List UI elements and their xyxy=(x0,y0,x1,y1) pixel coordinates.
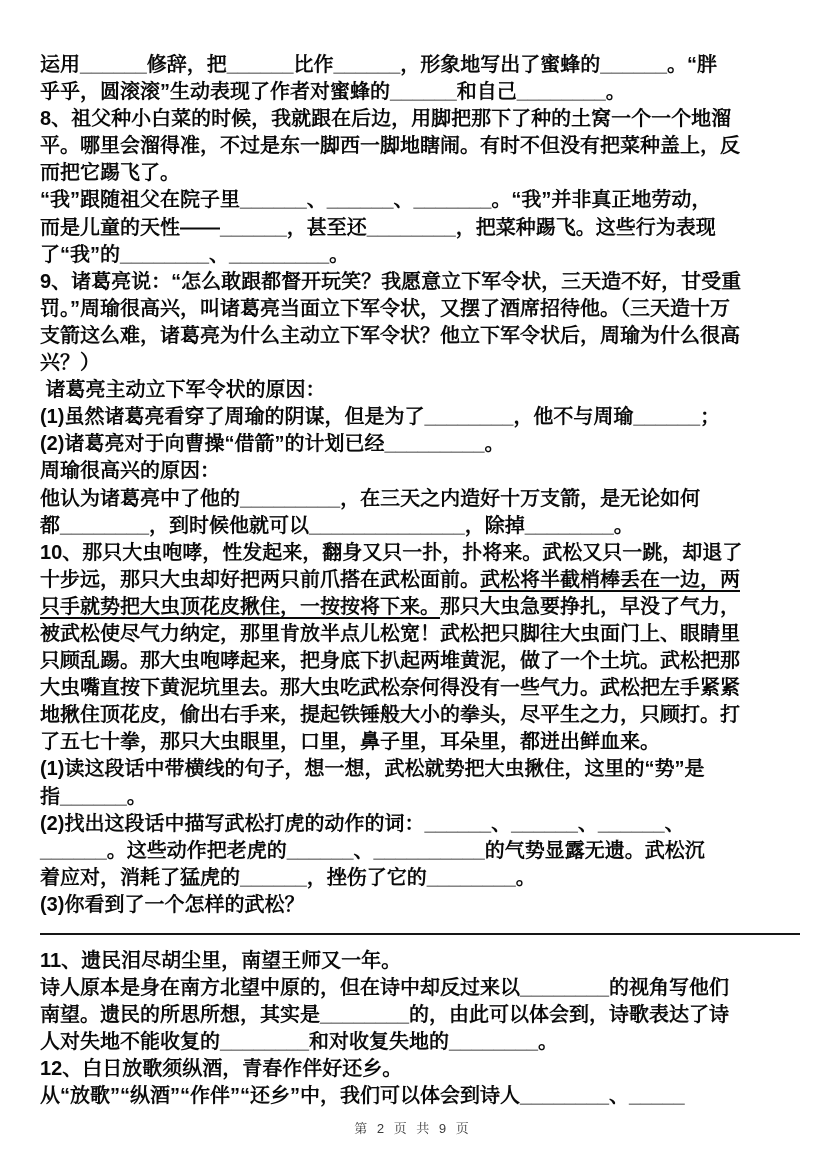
text-line xyxy=(40,1029,800,1056)
text-segment: 从“放歌”“纵酒”“作伴”“还乡”中，我们可以体会到诗人________、_____ xyxy=(40,1085,685,1108)
text-segment: 都________，到时候他就可以______________，除掉________。 xyxy=(40,514,634,537)
text-line xyxy=(40,729,800,756)
text-segment: (2)诸葛亮对于向曹操“借箭”的计划已经_________。 xyxy=(40,433,505,456)
text-segment: 运用______修辞，把______比作______，形象地写出了蜜蜂的______。“胖 xyxy=(40,54,717,76)
text-line xyxy=(40,892,800,919)
text-segment: 10、那只大虫咆哮，性发起来，翻身又只一扑，扑将来。武松又只一跳，却退了 xyxy=(40,541,743,564)
text-line xyxy=(40,865,800,892)
q10-sub3 xyxy=(40,892,800,919)
text-line xyxy=(40,404,800,431)
text-line xyxy=(40,594,800,621)
text-line xyxy=(40,1002,800,1029)
q9-zhuge-reason-items xyxy=(40,404,800,458)
text-segment: 了“我”的________、_________。 xyxy=(40,243,350,266)
text-segment: 十步远，那只大虫却好把两只前爪搭在武松面前。 xyxy=(40,568,480,591)
text-segment: 只顾乱踢。那大虫咆哮起来，把身底下扒起两堆黄泥，做了一个土坑。武松把那 xyxy=(40,650,740,673)
q9-zhouyu-reason-body xyxy=(40,486,800,540)
text-segment: 罚。”周瑜很高兴，叫诸葛亮当面立下军令状，又摆了酒席招待他。（三天造十万 xyxy=(40,297,730,320)
text-segment: 支箭这么难，诸葛亮为什么主动立下军令状？他立下军令状后，周瑜为什么很高 xyxy=(40,324,740,347)
text-segment: 大虫嘴直按下黄泥坑里去。那大虫吃武松奈何得没有一些气力。武松把左手紧紧 xyxy=(40,677,740,700)
text-line xyxy=(40,215,800,242)
q7-bee-analysis xyxy=(40,52,800,106)
text-line xyxy=(40,296,800,323)
text-line xyxy=(40,323,800,350)
text-line xyxy=(40,567,800,594)
text-line xyxy=(40,975,800,1002)
q9-zhouyu-reason-heading xyxy=(40,458,800,485)
text-segment: 而是儿童的天性——______，甚至还________，把菜种踢飞。这些行为表现 xyxy=(40,216,716,239)
text-line xyxy=(40,431,800,458)
q12-verse xyxy=(40,1056,800,1083)
text-segment: (2)找出这段话中描写武松打虎的动作的词：______、______、______、 xyxy=(40,812,685,835)
q11-analysis xyxy=(40,975,800,1056)
text-line xyxy=(40,540,800,567)
text-line xyxy=(40,948,800,975)
text-segment: 着应对，消耗了猛虎的______，挫伤了它的________。 xyxy=(40,866,536,889)
q9-zhuge-reason-heading xyxy=(40,377,800,404)
text-segment: 乎乎，圆滚滚”生动表现了作者对蜜蜂的______和自己________。 xyxy=(40,81,626,104)
q11-verse xyxy=(40,948,800,975)
text-line xyxy=(40,756,800,783)
text-line xyxy=(40,458,800,485)
text-line xyxy=(40,1056,800,1083)
text-line xyxy=(40,106,800,133)
q10-passage xyxy=(40,540,800,757)
text-segment: (3)你看到了一个怎样的武松？ xyxy=(40,893,305,916)
q10-sub1 xyxy=(40,756,800,810)
text-line xyxy=(40,377,800,404)
text-line xyxy=(40,675,800,702)
text-segment: (1)虽然诸葛亮看穿了周瑜的阴谋，但是为了________，他不与周瑜______； xyxy=(40,406,721,429)
text-segment: 而把它踢飞了。 xyxy=(40,162,180,185)
q9-passage xyxy=(40,269,800,377)
underlined-sentence: 武松将半截梢棒丢在一边，两 xyxy=(480,568,740,591)
text-line xyxy=(40,160,800,187)
text-line xyxy=(40,133,800,160)
text-segment: 他认为诸葛亮中了他的_________，在三天之内造好十万支箭，是无论如何 xyxy=(40,487,701,510)
text-segment: 平。哪里会溜得准，不过是东一脚西一脚地瞎闹。有时不但没有把菜种盖上，反 xyxy=(40,135,740,158)
text-segment: 12、白日放歌须纵酒，青春作伴好还乡。 xyxy=(40,1058,403,1081)
text-segment: 南望。遗民的所思所想，其实是________的，由此可以体会到，诗歌表达了诗 xyxy=(40,1004,729,1027)
text-segment: 周瑜很高兴的原因： xyxy=(40,460,220,483)
text-line xyxy=(40,702,800,729)
q10-sub2 xyxy=(40,811,800,892)
page-number-footer: 第 2 页 共 9 页 xyxy=(354,1121,472,1136)
text-segment: 地揪住顶花皮，偷出右手来，提起铁锤般大小的拳头，尽平生之力，只顾打。打 xyxy=(40,704,740,727)
underlined-sentence: 只手就势把大虫顶花皮揪住，一按按将下来。 xyxy=(40,595,440,618)
answer-separator-line xyxy=(40,919,800,935)
text-line xyxy=(40,269,800,296)
text-segment: 被武松使尽气力纳定，那里肯放半点儿松宽！武松把只脚往大虫面门上、眼睛里 xyxy=(40,622,740,645)
text-line xyxy=(40,350,800,377)
q8-passage xyxy=(40,106,800,187)
q12-analysis xyxy=(40,1083,800,1110)
text-line xyxy=(40,486,800,513)
text-segment: ______。这些动作把老虎的______、__________的气势显露无遗。武松沉 xyxy=(40,839,705,862)
text-line xyxy=(40,648,800,675)
text-line xyxy=(40,1083,800,1110)
text-line xyxy=(40,79,800,106)
text-segment: 那只大虫急要挣扎，早没了气力， xyxy=(440,595,740,618)
document-body xyxy=(40,52,800,1111)
q8-analysis xyxy=(40,187,800,268)
text-segment: 11、遗民泪尽胡尘里，南望王师又一年。 xyxy=(40,950,402,972)
text-segment: 兴？） xyxy=(40,352,100,375)
text-segment: (1)读这段话中带横线的句子，想一想，武松就势把大虫揪住，这里的“势”是 xyxy=(40,758,705,781)
text-segment: 诸葛亮主动立下军令状的原因： xyxy=(40,379,326,402)
text-line xyxy=(40,187,800,214)
text-segment: 8、祖父种小白菜的时候，我就跟在后边，用脚把那下了种的土窝一个一个地溜 xyxy=(40,108,732,131)
text-segment: 了五七十拳，那只大虫眼里，口里，鼻子里，耳朵里，都迸出鲜血来。 xyxy=(40,731,660,754)
text-line xyxy=(40,784,800,811)
text-line xyxy=(40,52,800,79)
text-segment: “我”跟随祖父在院子里______、______、_______。“我”并非真正地劳动， xyxy=(40,189,712,212)
text-segment: 9、诸葛亮说：“怎么敢跟都督开玩笑？我愿意立下军令状，三天造不好，甘受重 xyxy=(40,270,742,293)
text-line xyxy=(40,838,800,865)
text-line xyxy=(40,621,800,648)
text-segment: 指______。 xyxy=(40,785,147,808)
text-segment: 人对失地不能收复的________和对收复失地的________。 xyxy=(40,1031,558,1054)
text-segment: 诗人原本是身在南方北望中原的，但在诗中却反过来以________的视角写他们 xyxy=(40,977,729,1000)
text-line xyxy=(40,242,800,269)
text-line xyxy=(40,513,800,540)
text-line xyxy=(40,811,800,838)
